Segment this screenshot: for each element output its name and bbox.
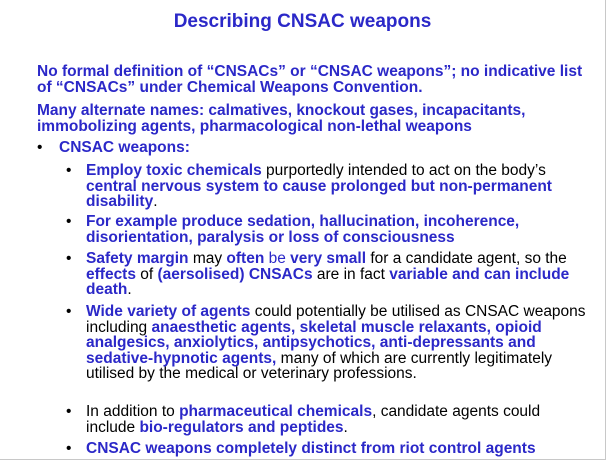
list-item-text — [86, 163, 586, 210]
item-highlight: variable and can include death — [86, 265, 570, 298]
list-item-text — [86, 214, 586, 245]
item-highlight: central nervous system to cause prolonged but non-permanent disability — [86, 177, 552, 210]
bullet-icon: • — [66, 213, 72, 230]
item-text: purportedly intended to act on the body’s — [261, 162, 546, 179]
list-item-text — [86, 304, 586, 382]
item-highlight: often — [226, 250, 265, 267]
item-text: . — [343, 418, 348, 436]
bullet-icon: • — [66, 250, 72, 267]
bullet-icon: • — [66, 303, 72, 320]
item-highlight: Safety margin — [86, 250, 189, 267]
list-item-text — [86, 441, 586, 457]
item-text: In addition to — [86, 403, 180, 420]
intro-paragraph-definition: No formal definition of “CNSACs” or “CNSAC weapons”; no indicative list of “CNSACs” under Chemical Weapons Convention. — [37, 63, 583, 96]
item-highlight: For example produce sedation, hallucination, incoherence, disorientation, paralysis or loss of consciousness — [86, 213, 520, 246]
list-heading-label: CNSAC weapons: — [59, 139, 190, 156]
item-highlight: Employ toxic chemicals — [86, 162, 262, 179]
item-text: could potentially be utilised as CNSAC weapons including — [86, 303, 586, 336]
item-text: of — [135, 265, 158, 283]
item-highlight: anaesthetic agents, skeletal muscle relaxants, opioid analgesics, anxiolytics, antipsychotics, anti-depressants and sedative-hypnotic agents, — [86, 318, 542, 367]
item-highlight: Wide variety of agents — [86, 303, 251, 320]
item-highlight: CNSAC weapons completely distinct from riot control agents — [86, 440, 536, 457]
item-highlight: very small — [290, 250, 367, 267]
item-text: . — [127, 281, 132, 298]
bullet-icon: • — [37, 139, 43, 156]
slide-title: Describing CNSAC weapons — [173, 11, 432, 32]
item-text: for a candidate agent, so the — [366, 250, 567, 267]
item-highlight: effects — [86, 265, 136, 283]
list-item-text — [86, 251, 586, 298]
bullet-icon: • — [66, 162, 72, 179]
item-text: , candidate agents could include — [86, 403, 541, 436]
item-highlight: (aersolised) CNSACs — [157, 265, 313, 283]
bullet-icon: • — [66, 440, 72, 457]
item-text: are in fact — [312, 265, 390, 283]
intro-paragraph-alternate-names: Many alternate names: calmatives, knockout gases, incapacitants, immobolizing agents, pharmacological non-lethal weapons — [37, 102, 526, 135]
item-text: . — [153, 193, 158, 210]
list-item-text — [86, 404, 586, 435]
item-text: may — [188, 250, 227, 267]
item-text: many of which are currently legitimately utilised by the medical or veterinary professions. — [86, 349, 553, 382]
item-highlight: bio-regulators and peptides — [139, 418, 344, 436]
item-text: be — [264, 250, 291, 267]
bullet-icon: • — [66, 403, 72, 420]
item-highlight: pharmaceutical chemicals — [179, 403, 373, 420]
